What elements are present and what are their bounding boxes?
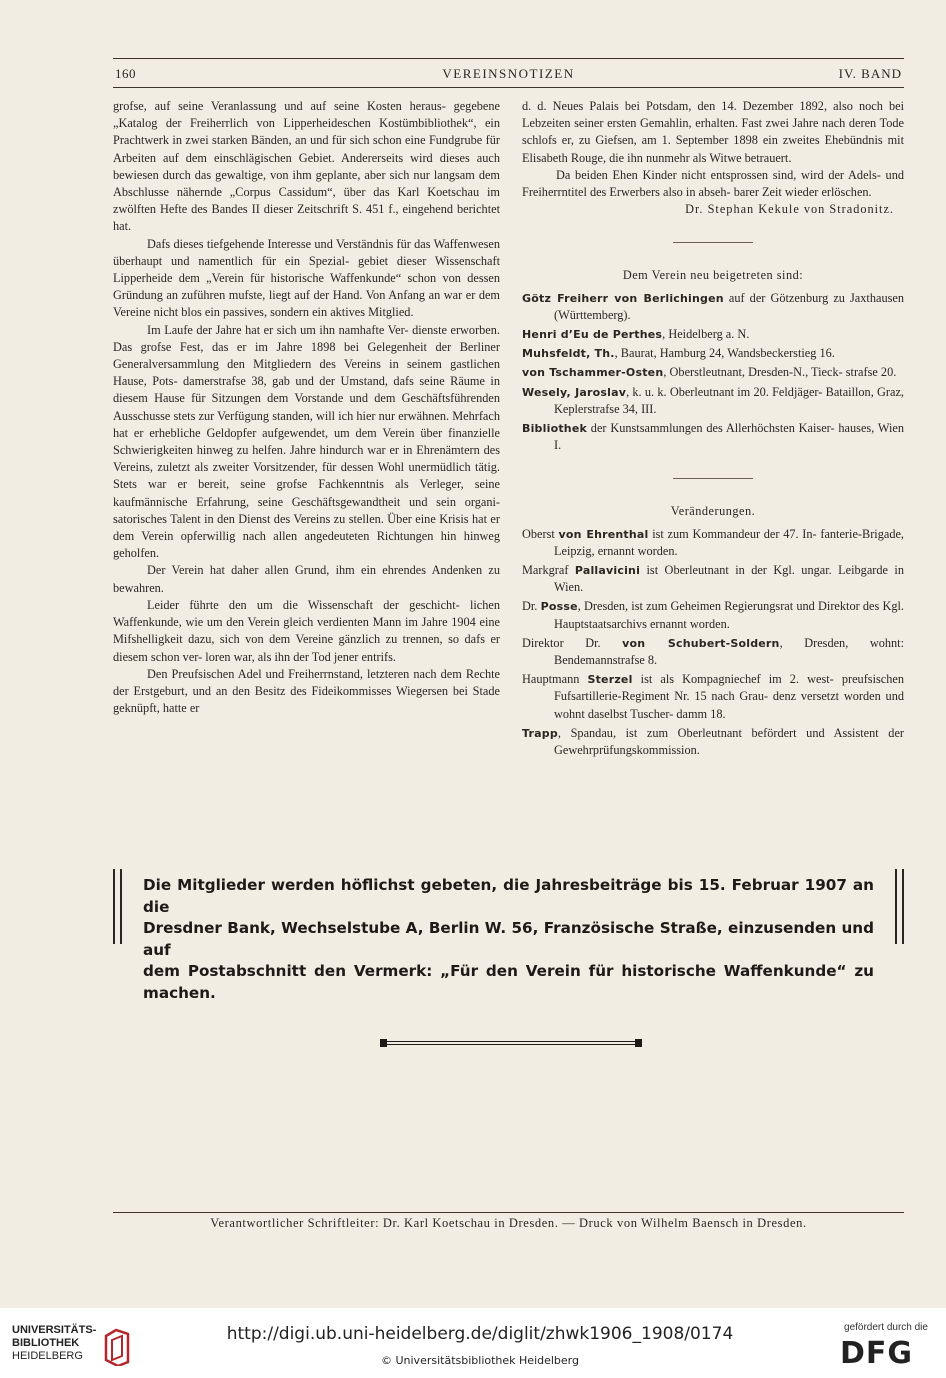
left-column: [113, 98, 500, 717]
paragraph: Dafs dieses tiefgehende Interesse und Verständnis für das Waffenwesen überhaupt und namentlich für ein Spezial- gebiet dieser Wissenschaft Lipperheide dem „Verein für historische Waffenkunde“ schon von dessen Gründung an zuführen mufste, liegt auf der Hand. Von Anfang an war er dem Vereine nicht blos ein passives, sondern ein aktives Mitglied.: [113, 236, 500, 320]
notice-rule: [113, 869, 115, 944]
running-title: VEREINSNOTIZEN: [442, 66, 575, 81]
logo-line: HEIDELBERG: [12, 1350, 83, 1362]
member-details: , Baurat, Hamburg 24, Wandsbeckerstieg 16.: [614, 346, 835, 361]
divider: [673, 242, 753, 243]
member-details: , Heidelberg a. N.: [662, 327, 750, 342]
member-name: von Ehrenthal: [558, 527, 649, 541]
logo-line: BIBLIOTHEK: [12, 1337, 80, 1349]
rank: Direktor Dr.: [522, 635, 623, 650]
change-details: , Dresden, ist zum Geheimen Regierungsrat und Direktor des Kgl. Hauptstaatsarchivs ernannt worden.: [554, 599, 904, 631]
list-item: [522, 671, 904, 723]
paragraph: d. d. Neues Palais bei Potsdam, den 14. Dezember 1892, also noch bei Lebzeiten seiner ersten Gemahlin, erhalten. Fast zwei Jahre nach deren Tode schlofs er, zu Giefsen, am 1. September 1898 ein zweites Ehebündnis mit Elisabeth Rouge, die ihn nunmehr als Witwe betrauert.: [522, 99, 904, 165]
change-details: , Dresden, wohnt: Bendemannstrafse 8.: [554, 635, 905, 668]
rank: Hauptmann: [522, 672, 588, 687]
permalink-url[interactable]: http://digi.ub.uni-heidelberg.de/diglit/zhwk1906_1908/0174: [226, 1324, 734, 1344]
author-signature: Dr. Stephan Kekule von Stradonitz.: [685, 202, 894, 217]
member-name: Götz Freiherr von Berlichingen: [522, 291, 724, 305]
list-item: [522, 345, 904, 362]
member-name: Posse: [540, 600, 578, 614]
paragraph: Den Preufsischen Adel und Freiherrnstand, letzteren nach dem Rechte der Erstgeburt, und an den Besitz des Fideikommisses Wiegersen bei Stade geknüpft, hatte er: [113, 666, 500, 716]
rank: Markgraf: [522, 563, 575, 578]
imprint-footer: Verantwortlicher Schriftleiter: Dr. Karl Koetschau in Dresden. — Druck von Wilhelm Baensch in Dresden.: [113, 1212, 904, 1237]
list-item: [522, 326, 904, 343]
ornament-line: [387, 1044, 635, 1045]
page-number: 160: [115, 66, 136, 81]
notice-line: dem Postabschnitt den Vermerk: „Für den Verein für historische Waffenkunde“ zu machen.: [143, 962, 874, 1002]
logo-line: UNIVERSITÄTS-: [12, 1324, 97, 1336]
member-details: , k. u. k. Oberleutnant im 20. Feldjäger- Bataillon, Graz, Keplerstrafse 34, III.: [554, 384, 904, 416]
paragraph: Da beiden Ehen Kinder nicht entsprossen sind, wird der Adels- und Freiherrntitel des Erwerbers also in abseh- barer Zeit wieder erlöschen.: [522, 167, 904, 200]
ornament-block: [380, 1039, 387, 1047]
list-item: [522, 725, 904, 759]
list-item: [522, 635, 904, 669]
new-members-list: [522, 290, 904, 455]
member-details: der Kunstsammlungen des Allerhöchsten Kaiser- hauses, Wien I.: [554, 421, 904, 453]
ornamental-divider: [380, 1038, 642, 1048]
dfg-logo[interactable]: DFG: [840, 1336, 914, 1371]
library-bar: [0, 1308, 946, 1378]
rank: Dr.: [522, 599, 541, 614]
notice-line: Dresdner Bank, Wechselstube A, Berlin W. 56, Französische Straße, einzusenden und auf: [143, 919, 874, 959]
member-name: Sterzel: [587, 673, 633, 687]
funding-note: gefördert durch die: [844, 1322, 928, 1333]
member-name: Bibliothek: [522, 422, 587, 436]
rank: Oberst: [522, 526, 559, 541]
member-name: Wesely, Jaroslav: [522, 385, 627, 399]
list-item: [522, 526, 904, 560]
member-name: von Schubert-Soldern: [622, 636, 780, 650]
notice-line: Die Mitglieder werden höflichst gebeten, die Jahresbeiträge bis 15. Februar 1907 an die: [143, 876, 874, 916]
list-item: [522, 598, 904, 632]
member-name: Pallavicini: [574, 564, 641, 578]
divider: [673, 478, 753, 479]
notice-rule: [902, 869, 904, 944]
change-details: ist als Kompagniechef im 2. west- preufsischen Fufsartillerie-Regiment Nr. 15 nach Grau- denz versetzt worden und wohnt daselbst Tuscher- damm 18.: [554, 672, 904, 721]
member-details: auf der Götzenburg zu Jaxthausen (Württemberg).: [554, 290, 904, 322]
paragraph: grofse, auf seine Veranlassung und auf seine Kosten heraus- gegebene „Katalog der Freiherrlich von Lipperheideschen Kostümbibliothek“, ein Prachtwerk in zwei starken Bänden, an und für sich schon eine Fundgrube für Arbeiten auf dem einschlägischen Gebiet. Andererseits wird dieses auch bewiesen durch das gewaltige, von ihm geplante, aber sich nur langsam dem Abschlusse nähernde „Corpus Cassidum“, über das Karl Koetschau im zwölften Hefte des Bandes II dieser Zeitschrift S. 451 f., eingehend berichtet hat.: [113, 99, 500, 234]
volume-label: IV. BAND: [838, 66, 902, 81]
notice-text: [143, 875, 874, 1004]
change-details: , Spandau, ist zum Oberleutnant befördert und Assistent der Gewehrprüfungskommission.: [554, 725, 904, 758]
member-name: Henri d’Eu de Perthes: [522, 328, 663, 342]
member-name: Muhsfeldt, Th.: [522, 347, 615, 361]
list-item: [522, 290, 904, 324]
paragraph: Im Laufe der Jahre hat er sich um ihn namhafte Ver- dienste erworben. Das grofse Fest, das er im Jahre 1898 bei Gelegenheit der Berliner Generalversammlung den Mitgliedern des Vereins in seinem gastlichen Hause, Pots- damerstrafse 38, gab und der Umstand, dafs seine Räume in diesem Hause für Sitzungen dem Vorstande und dem Geschäftsführenden Ausschusse stets zur Verfügung standen, will ich hier nur erwähnen. Mehrfach hat er erhebliche Geldopfer aufgewendet, um dem Verein über finanzielle Schwierigkeiten hinweg zu helfen. Jahre hindurch war er in Ehrenämtern des Vereins, zuletzt als zweiter Vorsitzender, für dessen Wohl unermüdlich tätig. Stets war er bereit, seine grofse Fachkenntnis als Verleger, seine kaufmännische Erfahrung, seine Geschäftsgewandtheit und sein organi- satorisches Talent in den Dienst des Vereins zu stellen. Über eine Krisis hat er dem Verein opferwillig nach allen angedeuteten Richtungen hin hinweg geholfen.: [113, 322, 500, 561]
changes-list: [522, 526, 904, 760]
member-details: , Oberstleutnant, Dresden-N., Tieck- strafse 20.: [663, 365, 897, 380]
ornament-line: [387, 1041, 635, 1042]
library-mark-icon: [102, 1326, 132, 1366]
list-item: [522, 384, 904, 418]
ornament-block: [635, 1039, 642, 1047]
notice-rule: [120, 869, 122, 944]
change-details: ist Oberleutnant in der Kgl. ungar. Leibgarde in Wien.: [554, 563, 904, 595]
changes-heading: Veränderungen.: [670, 504, 756, 519]
copyright: © Universitätsbibliothek Heidelberg: [380, 1354, 579, 1367]
university-library-logo[interactable]: [12, 1324, 137, 1370]
running-header: [113, 58, 904, 88]
paragraph: Leider führte den um die Wissenschaft der geschicht- lichen Waffenkunde, wie um den Verein gleich verdienten Mann im Jahre 1904 eine Mifshelligkeit dazu, sich von dem Vereine gänzlich zu trennen, so dafs er diesem schon ver- loren war, als ihn der Tod jener entrifs.: [113, 597, 500, 664]
change-details: ist zum Kommandeur der 47. In- fanterie-Brigade, Leipzig, ernannt worden.: [554, 526, 904, 558]
new-members-heading: Dem Verein neu beigetreten sind:: [622, 268, 804, 283]
paragraph: Der Verein hat daher allen Grund, ihm ein ehrendes Andenken zu bewahren.: [113, 563, 500, 595]
logo-text: [12, 1324, 96, 1363]
list-item: [522, 562, 904, 596]
member-name: Trapp: [522, 726, 558, 740]
list-item: [522, 364, 904, 381]
membership-fee-notice: [113, 869, 904, 1002]
member-name: von Tschammer-Osten: [522, 366, 664, 380]
list-item: [522, 420, 904, 454]
right-column: [522, 98, 904, 761]
notice-rule: [895, 869, 897, 944]
